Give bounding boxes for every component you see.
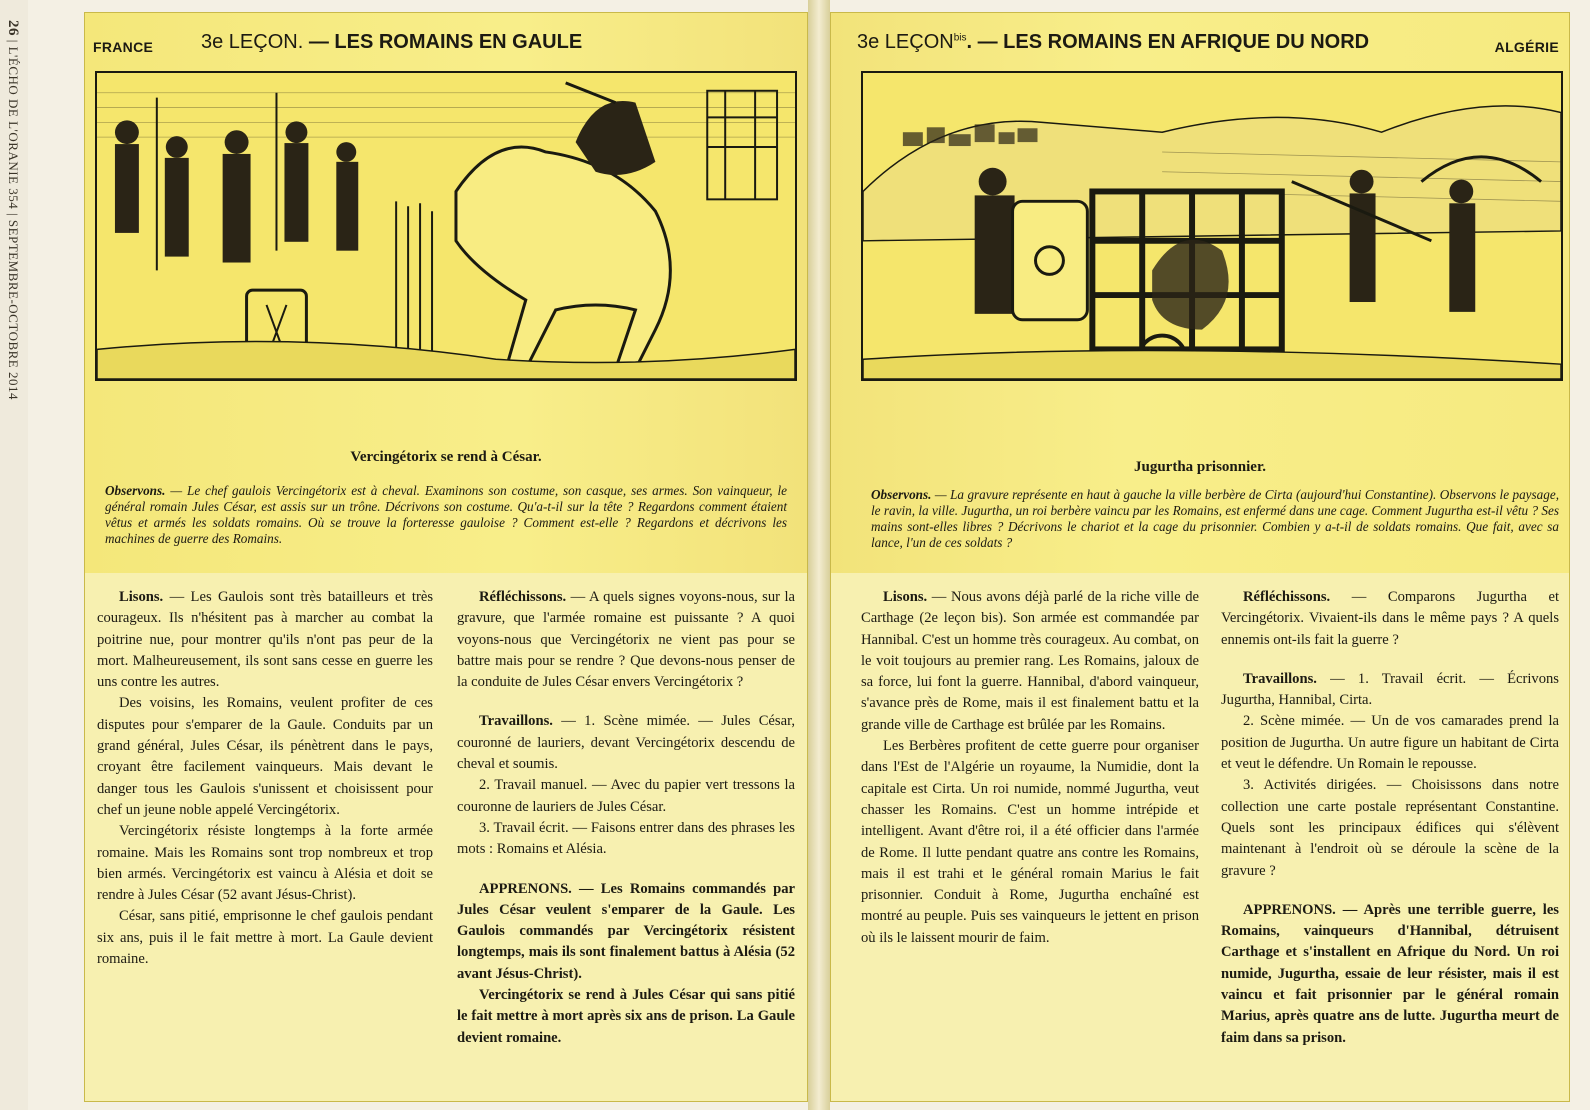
left-column-lisons — [97, 587, 433, 970]
illustration-vercingetorix — [95, 71, 797, 381]
lisons-paragraph-1: Lisons. — Nous avons déjà parlé de la riche ville de Carthage (2e leçon bis). Son armée est commandée par Hannibal. C'est un homme très courageux. Au combat, on le voit toujours au premier rang. Les Romains, jaloux de sa force, lui font la guerre. Hannibal, d'abord vainqueur, s'avance près de Rome, mais il est finalement battu et la grande ville de Carthage est brûlée par les Romains. — [861, 589, 1199, 733]
travaillons-paragraph-2: 2. Scène mimée. — Un de vos camarades prend la position de Jugurtha. Un autre figure un habitant de Cirta et veut le défendre. Un Romain le repousse. — [1221, 713, 1559, 773]
left-lower-area — [85, 573, 807, 1101]
lesson-superscript: bis — [953, 32, 967, 44]
travaillons-paragraph-3: 3. Travail écrit. — Faisons entrer dans des phrases les mots : Romains et Alésia. — [457, 819, 795, 858]
lesson-number: 3e LEÇON. — [201, 31, 304, 53]
right-column-exercises — [1221, 587, 1559, 1049]
travaillons-paragraph-1: Travaillons. — 1. Travail écrit. — Écrivons Jugurtha, Hannibal, Cirta. — [1221, 670, 1559, 709]
lisons-paragraph-2: Des voisins, les Romains, veulent profiter de ces disputes pour s'emparer de la Gaule. Conduits par un grand général, Jules César, ils pénètrent dans le pays, croyant être facilement vainqueurs. Mais devant le danger tous les Gaulois s'unissent et choisissent pour chef un jeune noble appelé Vercingétorix. — [97, 695, 433, 818]
lisons-paragraph-2: Les Berbères profitent de cette guerre pour organiser dans l'Est de l'Algérie un royaume, la Numidie, dont la capitale est Cirta. Un roi numide, nommé Jugurtha, veut chasser les Romains. C'est un homme intrépide et intelligent. Avant d'être roi, il a été officier dans l'armée de Rome. Il lutte pendant quatre ans contre les Romains, mais il est trahi et le général romain Marius le fait prisonnier. Conduit à Rome, Jugurtha enchaîné est montré au peuple. Puis ses vainqueurs le jettent en prison où ils le laissent mourir de faim. — [861, 738, 1199, 946]
lesson-number: 3e LEÇON — [857, 31, 954, 53]
right-column-exercises — [457, 587, 795, 1049]
page-number: 26 — [5, 20, 21, 36]
magazine-spine — [0, 0, 28, 1110]
left-page — [84, 12, 808, 1102]
lisons-keyword: Lisons. — [119, 589, 164, 605]
lisons-keyword: Lisons. — [883, 589, 928, 605]
lesson-title — [201, 31, 582, 54]
reflechissons-keyword: Réfléchissons. — [1243, 589, 1331, 605]
lesson-title — [857, 31, 1369, 54]
apprenons-keyword: APPRENONS. — [479, 880, 572, 897]
observe-keyword: Observons. — [871, 487, 932, 502]
observe-section — [871, 487, 1559, 551]
illustration-jugurtha — [861, 71, 1563, 381]
reflechissons-paragraph: Réfléchissons. — Comparons Jugurtha et Vercingétorix. Vivaient-ils dans le même pays ? A quels ennemis ont-ils fait la guerre ? — [1221, 589, 1559, 648]
reflechissons-paragraph: Réfléchissons. — A quels signes voyons-nous, sur la gravure, que l'armée romaine est puissante ? A quoi voyons-nous que Vercingétorix ne vient pas pour se battre mais pour se rendre ? Que devons-nous penser de la conduite de Jules César envers Vercingétorix ? — [457, 589, 796, 691]
reflechissons-keyword: Réfléchissons. — [479, 589, 567, 605]
country-label: ALGÉRIE — [1494, 39, 1559, 55]
travaillons-keyword: Travaillons. — [479, 713, 553, 730]
magazine-issue: | L'ÉCHO DE L'ORANIE 354 | SEPTEMBRE-OCTOBRE 2014 — [6, 39, 21, 400]
right-page — [830, 12, 1570, 1102]
country-label: FRANCE — [93, 39, 154, 55]
apprenons-paragraph-1: APPRENONS. — Les Romains commandés par Jules César veulent s'emparer de la Gaule. Les Gaulois commandés par Vercingétorix résistent longtemps, mais ils sont finalement battus à Alésia (52 avant Jésus-Christ). — [457, 880, 795, 982]
apprenons-paragraph-2: Vercingétorix se rend à Jules César qui sans pitié le fait mettre à mort après six ans de prison. La Gaule devient romaine. — [457, 987, 795, 1046]
travaillons-paragraph-3: 3. Activités dirigées. — Choisissons dans notre collection une carte postale représentant Constantine. Quels sont les principaux édifices qui s'élèvent maintenant à l'endroit où se déroule la scène de la gravure ? — [1221, 777, 1559, 879]
lisons-paragraph-4: César, sans pitié, emprisonne le chef gaulois pendant six ans, puis il le fait mettre à mort. La Gaule devient romaine. — [97, 908, 433, 968]
travaillons-paragraph-1: Travaillons. — 1. Scène mimée. — Jules César, couronné de lauriers, devant Vercingétorix descendu de cheval et soumis. — [457, 713, 795, 773]
travaillons-keyword: Travaillons. — [1243, 670, 1317, 687]
observe-section — [105, 483, 787, 547]
left-header — [85, 23, 807, 67]
apprenons-paragraph-1: APPRENONS. — Après une terrible guerre, les Romains, vainqueurs d'Hannibal, détruisent Carthage et s'installent en Afrique du Nord. Un roi numide, Jugurtha, essaie de leur résister, mais il est vaincu et fait prisonnier par le général romain Marius, après quatre ans de lutte. Jugurtha meurt de faim dans sa prison. — [1221, 901, 1559, 1046]
travaillons-paragraph-2: 2. Travail manuel. — Avec du papier vert tressons la couronne de lauriers de Jules César. — [457, 777, 795, 815]
lesson-heading: . — LES ROMAINS EN AFRIQUE DU NORD — [966, 31, 1370, 53]
engraving-drawing — [863, 73, 1561, 379]
observe-text: — La gravure représente en haut à gauche la ville berbère de Cirta (aujourd'hui Constantine). Observons le paysage, le ravin, la ville. Jugurtha, un roi berbère vaincu par les Romains, est enfermé dans une cage. Comment Jugurtha est-il vêtu ? Ses mains sont-elles libres ? Décrivons le chariot et la cage du prisonnier. Combien y a-t-il de soldats romains. Que fait, avec sa lance, l'un de ces soldats ? — [871, 487, 1560, 550]
left-column-lisons — [861, 587, 1199, 949]
illustration-caption: Vercingétorix se rend à César. — [350, 449, 542, 465]
right-lower-area — [831, 573, 1569, 1101]
apprenons-keyword: APPRENONS. — [1243, 901, 1336, 918]
observe-keyword: Observons. — [105, 483, 166, 498]
right-header — [831, 23, 1569, 67]
illustration-caption: Jugurtha prisonnier. — [1134, 459, 1266, 475]
book-gutter — [808, 0, 830, 1110]
lisons-paragraph-3: Vercingétorix résiste longtemps à la forte armée romaine. Mais les Romains sont trop nombreux et trop bien armés. Vercingétorix est vaincu à Alésia et doit se rendre à Jules César (52 avant Jésus-Christ). — [97, 823, 433, 904]
engraving-drawing — [97, 73, 795, 379]
lesson-heading: — LES ROMAINS EN GAULE — [308, 31, 583, 53]
observe-text: — Le chef gaulois Vercingétorix est à cheval. Examinons son costume, son casque, ses armes. Son vainqueur, le général romain Jules César, est assis sur un trône. Décrivons son costume. Qu'a-t-il sur la tête ? Regardons comment étaient vêtus et armés les soldats romains. Où se trouve la forteresse gauloise ? Comment est-elle ? Regardons et décrivons les machines de guerre des Romains. — [105, 483, 788, 546]
lisons-paragraph-1: Lisons. — Les Gaulois sont très batailleurs et très courageux. Ils n'hésitent pas à marcher au combat la poitrine nue, pour montrer qu'ils n'ont pas peur de la mort. Malheureusement, ils sont sans cesse en guerre les uns contre les autres. — [97, 589, 433, 691]
spine-text — [4, 20, 21, 400]
